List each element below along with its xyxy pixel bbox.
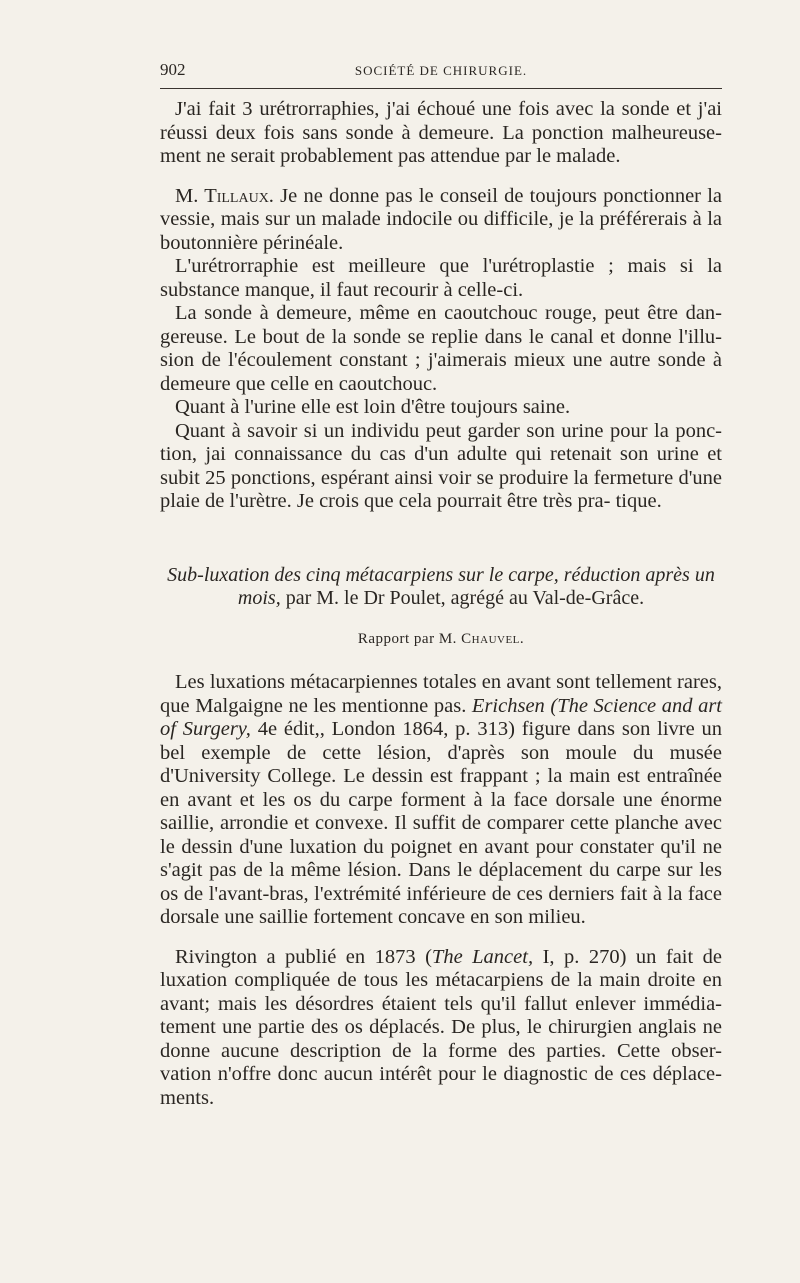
author-erichsen: Erichsen — [471, 694, 545, 717]
tillaux-paragraph — [160, 185, 722, 256]
article-paragraph — [160, 946, 722, 1111]
discussion-paragraph: Quant à l'urine elle est loin d'être toujours saine. — [175, 396, 571, 418]
article-paragraph — [160, 671, 722, 930]
header-rule — [160, 88, 722, 89]
journal-title: The Lancet, — [431, 945, 534, 968]
rapport-prefix: Rapport par M. — [357, 630, 457, 647]
paragraph-text: 4e édit,, London 1864, p. 313) figure dans son livre un bel exemple de cette lésion, d'après son moule du musée d'University College. Le dessin est frappant ; la main est entraînée en avant et les os du carpe forment à la face dorsale une énorme saillie, arrondie et convexe. Il suffit de comparer cette planche avec le dessin d'une luxation du poignet en avant pour constater qu'il ne s'agit pas de la même lésion. Dans le déplacement du carpe sur les os de l'avant-bras, l'extrémité inférieure de ces derniers fait à la face dorsale une saillie fortement concave en son milieu. — [160, 718, 722, 928]
paragraph-text: Rivington a publié en 1873 ( — [175, 945, 432, 968]
paragraph-text: Les luxations métacarpiennes totales en avant sont tellement rares, que Malgaigne ne les mentionne pas. — [160, 671, 722, 717]
rapport-line — [160, 628, 722, 652]
running-title: SOCIÉTÉ DE CHIRURGIE. — [354, 63, 528, 78]
page-number: 902 — [160, 60, 186, 79]
article-byline: par M. le Dr Poulet, agrégé au Val-de-Grâce. — [285, 587, 645, 609]
article-title-italic: Sub-luxation des cinq métacarpiens sur le carpe, réduction après un mois, — [167, 563, 715, 609]
discussion-paragraph: Quant à savoir si un individu peut garder son urine pour la ponc- tion, jai connaissance du cas d'un adulte qui retenait son urine et subit 25 ponctions, espérant ainsi voir se produire la fermeture d'une plaie de l'urètre. Je crois que cela pourrait être très pra- tique. — [160, 419, 722, 512]
paragraph-text: I, p. 270) un fait de luxation compliquée de tous les métacarpiens de la main droite en avant; mais les désordres étaient tels qu'il fallut enlever immédia- tement une partie des os déplacés. De plus, le chirurgien anglais ne donne aucune description de la forme des parties. Cette obser- vation n'offre donc aucun intérêt pour le diagnostic de ces déplace- ments. — [160, 945, 723, 1109]
book-title: (The Science and art of Surgery, — [160, 694, 723, 740]
discussion-paragraph: J'ai fait 3 urétrorraphies, j'ai échoué une fois avec la sonde et j'ai réussi deux fois sans sonde à demeure. La ponction malheureuse- ment ne serait probablement pas attendue par le malade. — [160, 98, 722, 167]
page-body — [160, 98, 722, 1110]
article-title — [160, 564, 722, 611]
discussion-paragraph: L'urétrorraphie est meilleure que l'urétroplastie ; mais si la substance manque, il faut recourir à celle-ci. — [160, 255, 722, 301]
discussion-paragraph: La sonde à demeure, même en caoutchouc rouge, peut être dan- gereuse. Le bout de la sonde se replie dans le canal et donne l'illu- sion de l'écoulement constant ; j'aimerais mieux une autre sonde à demeure que celle en caoutchouc. — [160, 302, 722, 395]
page-header — [160, 60, 722, 84]
rapport-name: Chauvel. — [461, 630, 525, 647]
speaker-name: M. Tillaux. — [175, 184, 274, 207]
tillaux-text: Je ne donne pas le conseil de toujours ponctionner la vessie, mais sur un malade indocile ou difficile, je la préférerais à la boutonnière périnéale. — [160, 184, 723, 254]
